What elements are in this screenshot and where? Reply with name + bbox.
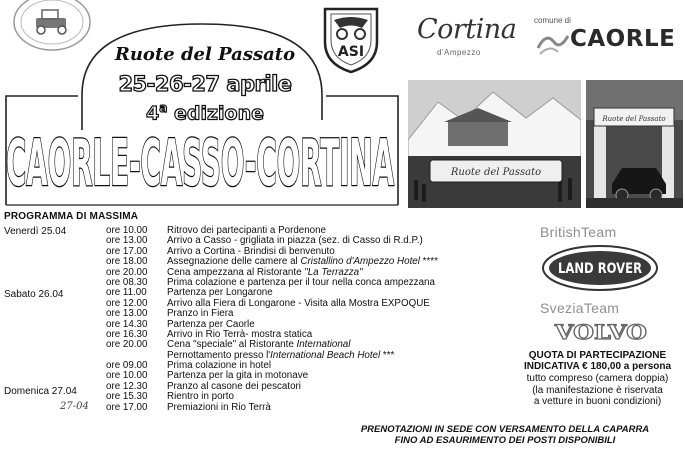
schedule-time: ore 12.30 [106,380,148,392]
schedule-desc: Pranzo al casone dei pescatori [167,380,301,392]
restaurant-name: International [296,339,351,351]
british-team-label: BritishTeam [540,224,617,240]
cortina-logo [415,10,525,70]
day-label-sunday: Domenica 27.04 [4,386,77,397]
edition-sup: a [159,101,168,115]
schedule-time: ore 18.00 [106,256,148,268]
program-heading: PROGRAMMA DI MASSIMA [4,211,139,222]
caorle-logo [528,16,683,62]
hotel-name: International Beach Hotel [270,349,381,361]
schedule-desc: Arrivo alla Fiera di Longarone - Visita alla Mostra EXPOQUE [167,297,430,309]
schedule-row [106,309,536,319]
quota-line: a vetture in buoni condizioni) [533,396,662,407]
schedule-desc: Pranzo in Fiera [167,308,234,320]
caorle-wave-icon [536,28,570,58]
caorle-arch-photo [586,80,683,208]
route-title [0,117,400,199]
day-label-friday: Venerdì 25.04 [4,226,67,237]
schedule-time: ore 10.00 [106,225,148,236]
hotel-stars: **** [419,256,438,268]
schedule-time: ore 12.00 [106,297,148,309]
land-rover-logo [541,244,659,292]
title-panel [0,0,400,210]
land-rover-text: LAND ROVER [558,261,643,277]
schedule-time: ore 11.00 [106,287,147,299]
schedule-time: ore 20.00 [106,266,148,278]
caorle-small-text: comune di [534,16,571,25]
photo1-banner-text: Ruote del Passato [450,167,542,178]
hotel-name: Cristallino d'Ampezzo Hotel [300,256,420,268]
schedule-time: ore 15.30 [106,391,148,403]
edition-number: 4 [145,102,160,125]
event-dates: 25-26-27 aprile [118,72,292,96]
booking-line: FINO AD ESAURIMENTO DEI POSTI DISPONIBILI [394,435,616,446]
schedule-time: ore 20.00 [106,339,148,351]
quota-price: INDICATIVA € 180,00 a persona [523,361,672,372]
schedule-row [106,403,536,413]
schedule-desc: Arrivo a Cortina - Brindisi di benvenuto [167,245,335,257]
volvo-text: VOLVO [553,320,647,342]
schedule-time: ore 13.00 [106,235,148,247]
caorle-word: CAORLE [570,26,676,52]
volvo-logo [538,320,664,342]
schedule-desc: Partenza per la gita in motonave [167,370,309,382]
restaurant-name: "La Terrazza" [304,266,363,278]
booking-notice [330,424,680,446]
schedule-time: ore 16.30 [106,328,148,340]
schedule-desc: Arrivo in Rio Terrà- mostra statica [167,328,313,340]
quota-title: QUOTA DI PARTECIPAZIONE [528,350,667,361]
booking-line: PRENOTAZIONI IN SEDE CON VERSAMENTO DELLA CAPARRA [360,424,650,435]
schedule-desc: Ritrovo dei partecipanti a Pordenone [167,225,327,236]
schedule-list [106,226,536,413]
schedule-desc: Premiazioni in Rio Terrà [167,401,271,413]
cortina-word: Cortina [417,14,517,45]
day-label-saturday: Sabato 26.04 [4,289,64,300]
schedule-desc: Partenza per Caorle [167,318,255,330]
schedule-time: ore 10.00 [106,370,148,382]
desc-text: Assegnazione delle camere al [167,256,301,268]
edition-word: edizione [173,102,264,125]
cortina-sub: d'Ampezzo [437,48,481,57]
schedule-time: ore 14.30 [106,318,148,330]
schedule-time: ore 17.00 [106,401,148,413]
hotel-stars: *** [380,349,395,361]
photo2-banner-text: Ruote del Passato [602,115,666,123]
schedule-desc: Partenza per Longarone [167,287,273,299]
handwritten-date-note: 27-04 [60,401,89,412]
desc-text: Cena ampezzana al Ristorante [167,266,305,278]
schedule-time: ore 09.00 [106,360,148,372]
cortina-arrival-photo [408,80,581,208]
desc-text: Cena "speciale" al Ristorante [167,339,297,351]
route-title-text: CAORLE-CASSO-CORTINA [6,127,395,199]
schedule-time: ore 17.00 [106,245,148,257]
asi-text: ASI [337,44,365,60]
schedule-desc: Prima colazione e partenza per il tour nella conca ampezzana [167,276,435,288]
schedule-time: ore 08.30 [106,276,148,288]
svezia-team-label: SveziaTeam [540,300,620,316]
schedule-desc: Rientro in porto [167,391,234,403]
schedule-time: ore 13.00 [106,308,148,320]
quota-line: (la manifestazione è riservata [532,385,663,396]
schedule-desc: Arrivo a Casso - grigliata in piazza (sez. di Casso di R.d.P.) [167,235,423,247]
quota-line: tutto compreso (camera doppia) [526,373,669,384]
rally-name: Ruote del Passato [114,44,296,65]
desc-text: Pernottamento presso l' [167,349,271,361]
schedule-desc: Prima colazione in hotel [167,360,272,372]
